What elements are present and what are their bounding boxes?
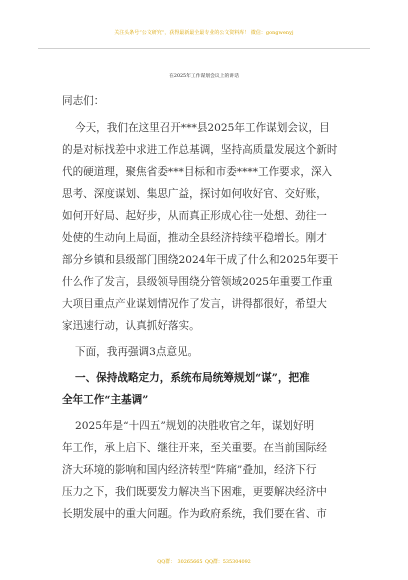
body-text-line: 什么作了发言，县级领导围绕分管领域2025年重要工作重 xyxy=(62,276,333,288)
body-text-line: 大项目重点产业谋划情况作了发言，讲得都很好，希望大 xyxy=(62,298,327,310)
body-text-line: 年工作，承上启下、继往开来，至关重要。在当前国际经 xyxy=(62,442,327,454)
body-text-line: 压力之下，我们既要发力解决当下困难，更要解决经济中 xyxy=(62,486,327,498)
body-text-line: 今天，我们在这里召开***县2025年工作谋划会议，目 xyxy=(75,122,330,134)
body-text-line: 济大环境的影响和国内经济转型“阵痛”叠加，经济下行 xyxy=(62,464,317,476)
body-text-line: 如何开好局、起好步，从而真正形成心往一处想、劲往一 xyxy=(62,210,327,222)
section-heading-line: 全年工作“主基调” xyxy=(62,394,149,406)
body-text-line: 2025年是“十四五”规划的决胜收官之年，谋划好明 xyxy=(75,420,315,432)
body-text-line: 长期发展中的重大问题。作为政府系统，我们要在省、市 xyxy=(62,508,327,520)
body-text-line: 处使的生动向上局面，推动全县经济持续平稳增长。刚才 xyxy=(62,232,327,244)
body-text-line: 家迅速行动，认真抓好落实。 xyxy=(62,320,200,332)
body-text-line: 代的硬道理，聚焦省委***目标和市委****工作要求，深入 xyxy=(62,166,333,178)
header-promo-text: 关注头条号“公文研究”，获得最新最全最专业的公文资料库！ 微信：gongwenyj xyxy=(114,30,294,36)
body-text-line: 思考、深度谋划、集思广益，探讨如何收好官、交好账， xyxy=(62,188,327,200)
header-divider xyxy=(38,48,370,49)
body-text-line: 的是对标找差中求进工作总基调，坚持高质量发展这个新时 xyxy=(62,144,338,156)
section-heading-line: 一、保持战略定力，系统布局统筹规划“谋”，把准 xyxy=(75,372,310,384)
body-text-line: 部分乡镇和县级部门围绕2024年干成了什么和2025年要干 xyxy=(62,254,339,266)
body-text-line: 同志们： xyxy=(62,95,105,107)
body-text-line: 下面，我再强调3点意见。 xyxy=(75,346,199,358)
footer-contact-text: QQ群： 30265665 QQ群：535304092 xyxy=(157,559,251,565)
document-title: 在2025年工作谋划会议上的讲话 xyxy=(169,74,239,79)
